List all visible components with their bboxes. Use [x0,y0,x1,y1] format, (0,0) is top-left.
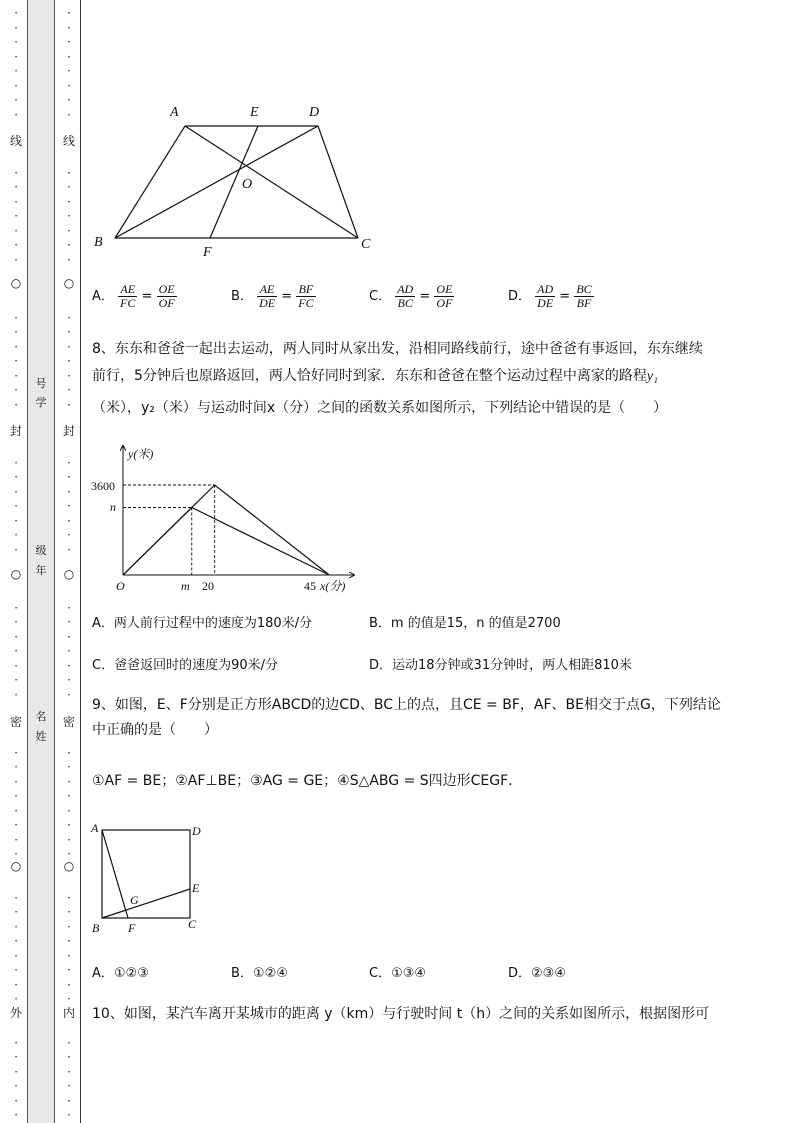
binding-dot: · [13,1034,19,1050]
q7-option-a[interactable]: A． $\frac{AE}{FC}$ = $\frac{OE}{OF}$ [92,282,175,310]
label-E: E [250,105,259,120]
fraction: $\frac{AD}{BC}$ [397,282,414,310]
label-B: B [92,921,100,935]
binding-dot: · [66,962,72,977]
binding-dot: · [66,773,72,789]
binding-dot: · [13,1049,19,1064]
binding-dot: · [13,527,19,542]
y-tick-3600: 3600 [91,479,115,493]
binding-dot: · [13,1092,19,1108]
binding-dot: · [13,889,19,905]
binding-dot: · [13,657,19,673]
y-axis-label: y(米) [128,447,154,461]
binding-dot: · [66,744,72,760]
label-E: E [192,881,200,895]
binding-dot: · [66,947,72,963]
q9-line-1: 9、如图，E、F分别是正方形ABCD的边CD、BC上的点，且CE = BF，AF、BE相交于点G，下列结论 [92,697,721,713]
binding-dot: · [66,222,72,238]
q9-option-c[interactable]: C．①③④ [369,966,427,981]
binding-dot: · [66,628,72,644]
binding-dot: · [66,483,72,499]
binding-dot: · [66,788,72,803]
binding-dot: · [13,208,19,223]
binding-dot: · [66,19,72,35]
fraction: $\frac{OE}{OF}$ [436,282,453,310]
binding-dot: · [13,947,19,963]
x-tick-20: 20 [202,579,214,593]
binding-dot: · [66,1107,72,1122]
binding-dot: · [13,454,19,470]
binding-dot: · [13,759,19,774]
binding-dot: · [13,19,19,35]
binding-dot: · [66,817,72,832]
x-tick-45: 45 [304,579,316,593]
binding-dot: · [13,34,19,49]
binding-dot: · [13,5,19,20]
binding-dot: · [13,918,19,934]
binding-dot: · [13,831,19,847]
binding-circle: ○ [10,276,22,290]
fraction: $\frac{BF}{FC}$ [298,282,314,310]
q7-option-d[interactable]: D． $\frac{AD}{DE}$ = $\frac{BC}{BF}$ [508,282,592,310]
binding-label-feng: 封 [9,424,22,438]
q8-line-2: 前行，5分钟后也原路返回，两人恰好同时到家．东东和爸爸在整个运动过程中离家的路程y₁ [92,368,658,384]
q9-option-d[interactable]: D．②③④ [508,966,566,981]
binding-label-wai: 外 [9,1006,22,1020]
x-tick-m: m [181,579,190,593]
binding-dot: · [66,1063,72,1079]
binding-circle: ○ [10,859,22,873]
q7-option-b[interactable]: B． $\frac{AE}{DE}$ = $\frac{BF}{FC}$ [231,282,314,310]
binding-dot: · [13,179,19,194]
binding-dot: · [13,962,19,977]
binding-label-feng-inner: 封 [62,424,75,438]
label-O: O [242,177,253,192]
binding-dot: · [13,599,19,615]
label-A: A [91,821,99,835]
binding-dot: · [13,193,19,209]
binding-dot: · [13,77,19,93]
binding-dot: · [66,498,72,513]
q8-option-b[interactable]: B．m 的值是15，n 的值是2700 [369,616,561,631]
binding-circle: ○ [10,567,22,581]
binding-dot: · [13,164,19,180]
binding-label-nei: 内 [62,1006,75,1020]
binding-dot: · [13,744,19,760]
q8-option-a[interactable]: A．两人前行过程中的速度为180米/分 [92,616,313,631]
binding-dot: · [13,773,19,789]
binding-dot: · [66,396,72,412]
binding-dot: · [66,5,72,20]
binding-circle: ○ [63,567,75,581]
q8-option-d[interactable]: D．运动18分钟或31分钟时，两人相距810米 [369,658,632,673]
binding-dot: · [13,309,19,325]
binding-dot: · [66,918,72,934]
q9-line-2: 中正确的是（ ） [92,722,218,738]
binding-dot: · [13,63,19,78]
binding-dot: · [66,802,72,818]
x-axis-label: x(分) [320,579,346,593]
binding-dot: · [13,991,19,1006]
binding-dot: · [66,353,72,368]
binding-circle: ○ [63,859,75,873]
binding-dot: · [13,846,19,861]
binding-dot: · [66,527,72,542]
origin-label: O [116,579,125,593]
binding-dot: · [66,1078,72,1093]
binding-dot: · [66,367,72,383]
band-label-ming: 名 [35,710,47,723]
band-label-xue: 学 [35,396,47,409]
label-F: F [203,245,212,260]
band-label-hao: 号 [35,377,47,390]
q7-option-c[interactable]: C． $\frac{AD}{BC}$ = $\frac{OE}{OF}$ [369,282,453,310]
binding-dot: · [13,817,19,832]
binding-dot: · [66,92,72,107]
binding-dot: · [13,541,19,557]
q9-statements: ①AF = BE；②AF⊥BE；③AG = GE；④S△ABG = S四边形CEGF． [92,773,523,789]
binding-label-mi: 密 [9,715,22,729]
binding-dot: · [66,1034,72,1050]
binding-dot: · [13,512,19,528]
trapezoid-figure [90,98,380,263]
fraction: $\frac{AE}{DE}$ [259,282,276,310]
q9-option-a[interactable]: A．①②③ [92,966,149,981]
binding-dot: · [13,614,19,629]
label-C: C [361,237,371,252]
q8-line-3: （米），y₂（米）与运动时间x（分）之间的函数关系如图所示，下列结论中错误的是（ ） [92,400,668,416]
series-line-2 [123,508,329,576]
band-label-nian: 年 [35,564,47,577]
binding-dot: · [13,396,19,412]
binding-dot: · [66,541,72,557]
binding-dot: · [66,657,72,673]
binding-dot: · [66,831,72,847]
binding-label-xian: 线 [9,134,22,148]
binding-dot: · [66,846,72,861]
binding-dot: · [13,976,19,992]
binding-dot: · [66,686,72,702]
binding-dot: · [66,904,72,919]
binding-dot: · [66,193,72,209]
label-F: F [128,921,136,935]
square-figure [88,820,208,938]
q8-line-1: 8、东东和爸爸一起出去运动，两人同时从家出发，沿相同路线前行，途中爸爸有事返回，东东继续 [92,341,703,357]
binding-dot: · [13,222,19,238]
label-B: B [94,235,103,250]
binding-dot: · [13,338,19,354]
binding-dot: · [13,628,19,644]
binding-dot: · [66,48,72,64]
binding-dot: · [13,686,19,702]
q8-chart [88,440,368,595]
label-D: D [192,824,201,838]
binding-dot: · [13,382,19,397]
fraction: $\frac{AD}{DE}$ [537,282,554,310]
binding-dot: · [66,889,72,905]
binding-dot: · [66,338,72,354]
band-label-xing: 姓 [35,730,47,743]
binding-dot: · [66,454,72,470]
binding-dot: · [66,1092,72,1108]
binding-dot: · [66,63,72,78]
binding-dot: · [66,512,72,528]
binding-dot: · [66,933,72,948]
binding-dot: · [13,788,19,803]
binding-dot: · [13,672,19,687]
binding-dot: · [13,237,19,252]
series-line-1 [123,485,329,575]
binding-dot: · [66,599,72,615]
binding-dot: · [13,1078,19,1093]
binding-dot: · [66,251,72,267]
band-label-ji: 级 [35,544,47,557]
binding-dot: · [13,1063,19,1079]
label-A: A [170,105,179,120]
binding-dot: · [13,353,19,368]
binding-dot: · [13,48,19,64]
binding-dot: · [66,643,72,658]
binding-dot: · [13,251,19,267]
binding-dot: · [13,106,19,122]
fraction: $\frac{AE}{FC}$ [120,282,136,310]
binding-dot: · [66,382,72,397]
binding-dot: · [13,469,19,484]
binding-dot: · [66,672,72,687]
binding-dot: · [13,324,19,339]
binding-circle: ○ [63,276,75,290]
binding-dot: · [13,904,19,919]
binding-dot: · [66,179,72,194]
binding-dot: · [13,1107,19,1122]
binding-dot: · [13,498,19,513]
label-C: C [188,917,197,931]
binding-dot: · [66,77,72,93]
binding-label-mi-inner: 密 [62,715,75,729]
fraction: $\frac{BC}{BF}$ [576,282,592,310]
binding-dot: · [66,164,72,180]
binding-dot: · [13,367,19,383]
binding-dot: · [66,34,72,49]
y-tick-n: n [110,500,116,514]
q10-line-1: 10、如图，某汽车离开某城市的距离 y（km）与行驶时间 t（h）之间的关系如图所示，根据图形可 [92,1006,710,1022]
binding-dot: · [66,237,72,252]
binding-dot: · [66,324,72,339]
fraction: $\frac{OE}{OF}$ [158,282,175,310]
label-D: D [309,105,320,120]
binding-dot: · [66,614,72,629]
binding-dot: · [66,991,72,1006]
binding-dot: · [66,208,72,223]
binding-dot: · [13,92,19,107]
binding-dot: · [66,106,72,122]
binding-dot: · [13,802,19,818]
binding-dot: · [13,483,19,499]
binding-band [27,0,55,1123]
label-G: G [130,893,139,907]
binding-dot: · [13,643,19,658]
binding-dot: · [66,759,72,774]
binding-label-xian-inner: 线 [62,134,75,148]
q8-option-c[interactable]: C．爸爸返回时的速度为90米/分 [92,658,278,673]
binding-dot: · [13,933,19,948]
q9-option-b[interactable]: B．①②④ [231,966,288,981]
binding-dot: · [66,309,72,325]
binding-dot: · [66,1049,72,1064]
binding-dot: · [66,976,72,992]
binding-dot: · [66,469,72,484]
